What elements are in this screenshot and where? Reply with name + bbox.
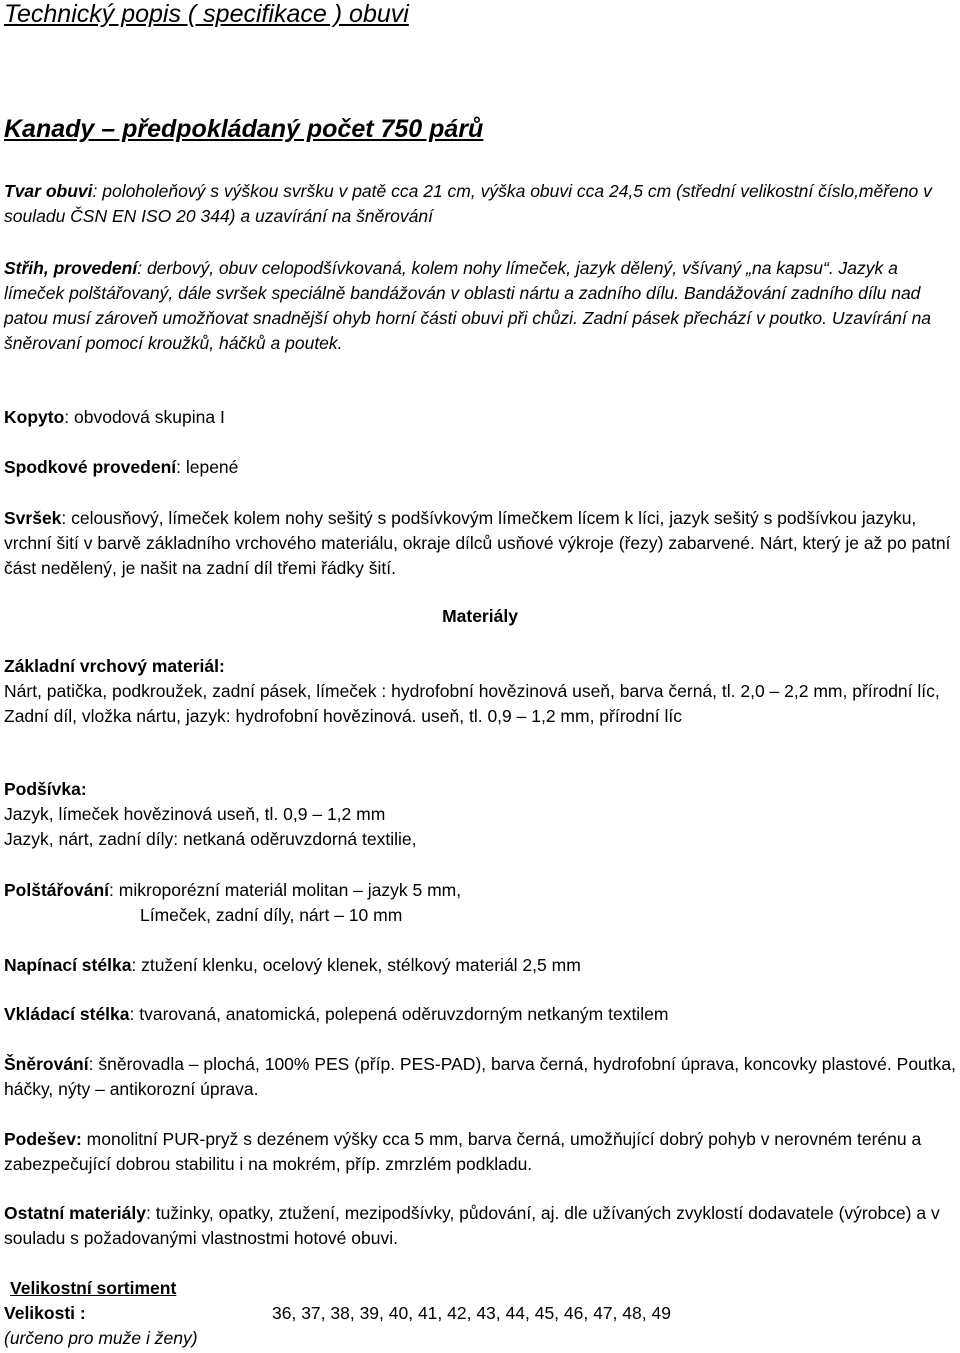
strih-paragraph (4, 256, 956, 356)
tvar-text: : poloholeňový s výškou svršku v patě cca 21 cm, výška obuvi cca 24,5 cm (střední velikostní číslo,měřeno v souladu ČSN EN ISO 20 344) a uzavírání na šněrování (4, 181, 932, 226)
kopyto-paragraph (4, 405, 956, 430)
podesev-text: monolitní PUR-pryž s dezénem výšky cca 5 mm, barva černá, umožňující dobrý pohyb v nerovném terénu a zabezpečující dobrou stabilitu i na mokrém, příp. zmrzlém podkladu. (4, 1129, 922, 1174)
svrsek-paragraph (4, 506, 956, 581)
strih-text: : derbový, obuv celopodšívkovaná, kolem nohy límeček, jazyk dělený, všívaný „na kapsu“. (137, 258, 839, 278)
snerovani-paragraph (4, 1052, 956, 1102)
snerovani-text: : šněrovadla – plochá, 100% PES (příp. PES-PAD), barva černá, hydrofobní úprava, koncovky plastové. Poutka, háčky, nýty – antikorozní úprava. (4, 1054, 956, 1099)
velikostni-section (4, 1276, 956, 1351)
podesev-label: Podešev: (4, 1129, 82, 1149)
snerovani-label: Šněrování (4, 1054, 89, 1074)
svrsek-label: Svršek (4, 508, 62, 528)
ostatni-paragraph (4, 1201, 956, 1251)
velikosti-label: Velikosti : (4, 1303, 86, 1323)
document-subtitle: Kanady – předpokládaný počet 750 párů (4, 115, 484, 143)
strih-label: Střih, provedení (4, 258, 138, 278)
podsivka-section (4, 777, 956, 852)
polstarovani-section (4, 878, 956, 928)
spodkove-label: Spodkové provedení (4, 457, 177, 477)
zakladni-section (4, 654, 956, 729)
podsivka-line1: Jazyk, límeček hovězinová useň, tl. 0,9 – 1,2 mm (4, 804, 386, 824)
polstarovani-line2: Límeček, zadní díly, nárt – 10 mm (140, 905, 403, 925)
tvar-label: Tvar obuvi (4, 181, 93, 201)
ostatni-label: Ostatní materiály (4, 1203, 146, 1223)
vkladaci-text: : tvarovaná, anatomická, polepená oděruvzdorným netkaným textilem (129, 1004, 669, 1024)
podsivka-label: Podšívka: (4, 779, 87, 799)
velikosti-note: (určeno pro muže i ženy) (4, 1328, 198, 1348)
velikostni-heading: Velikostní sortiment (10, 1278, 177, 1298)
kopyto-text: : obvodová skupina I (64, 407, 225, 427)
polstarovani-label: Polštářování (4, 880, 110, 900)
napinaci-label: Napínací stélka (4, 955, 132, 975)
svrsek-text: : celousňový, límeček kolem nohy sešitý s podšívkovým límečkem lícem k líci, jazyk sešitý s podšívkou jazyku, vrchní šití v barvě základního vrchového materiálu, okraje dílců usňové výkroje (řezy) zabarvené. Nárt, který je až po patní část nedělený, je našit na zadní díl třemi řádky šití. (4, 508, 951, 578)
napinaci-paragraph (4, 953, 956, 978)
polstarovani-line1: : mikroporézní materiál molitan – jazyk 5 mm, (109, 880, 462, 900)
kopyto-label: Kopyto (4, 407, 65, 427)
podesev-paragraph (4, 1127, 956, 1177)
materialy-heading: Materiály (442, 606, 518, 626)
spodkove-paragraph (4, 455, 956, 480)
vkladaci-paragraph (4, 1002, 956, 1027)
strih-rest: Jazyk a límeček polštářovaný, dále svršek speciálně bandážován v oblasti nártu a zadního dílu. Bandážování zadního dílu nad patou musí zároveň umožňovat snadnější ohyb horní části obuvi při chůzi. Zadní pásek přechází v poutko. Uzavírání na šněrovaní pomocí kroužků, háčků a poutek. (4, 258, 932, 353)
zakladni-label: Základní vrchový materiál: (4, 656, 225, 676)
zakladni-line2: Zadní díl, vložka nártu, jazyk: hydrofobní hovězinová. useň, tl. 0,9 – 1,2 mm, přírodní líc (4, 706, 682, 726)
napinaci-text: : ztužení klenku, ocelový klenek, stélkový materiál 2,5 mm (131, 955, 581, 975)
spodkove-text: : lepené (176, 457, 239, 477)
document-title: Technický popis ( specifikace ) obuvi (4, 0, 409, 28)
tvar-paragraph (4, 179, 956, 229)
podsivka-line2: Jazyk, nárt, zadní díly: netkaná oděruvzdorná textilie, (4, 829, 417, 849)
ostatni-text: : tužinky, opatky, ztužení, mezipodšívky, půdování, aj. dle užívaných zvyklostí dodavatele (výrobce) a v souladu s požadovanými vlastnostmi hotové obuvi. (4, 1203, 940, 1248)
zakladni-line1: Nárt, patička, podkroužek, zadní pásek, límeček : hydrofobní hovězinová useň, barva černá, tl. 2,0 – 2,2 mm, přírodní líc, (4, 681, 940, 701)
vkladaci-label: Vkládací stélka (4, 1004, 130, 1024)
velikosti-values: 36, 37, 38, 39, 40, 41, 42, 43, 44, 45, 46, 47, 48, 49 (272, 1303, 671, 1323)
